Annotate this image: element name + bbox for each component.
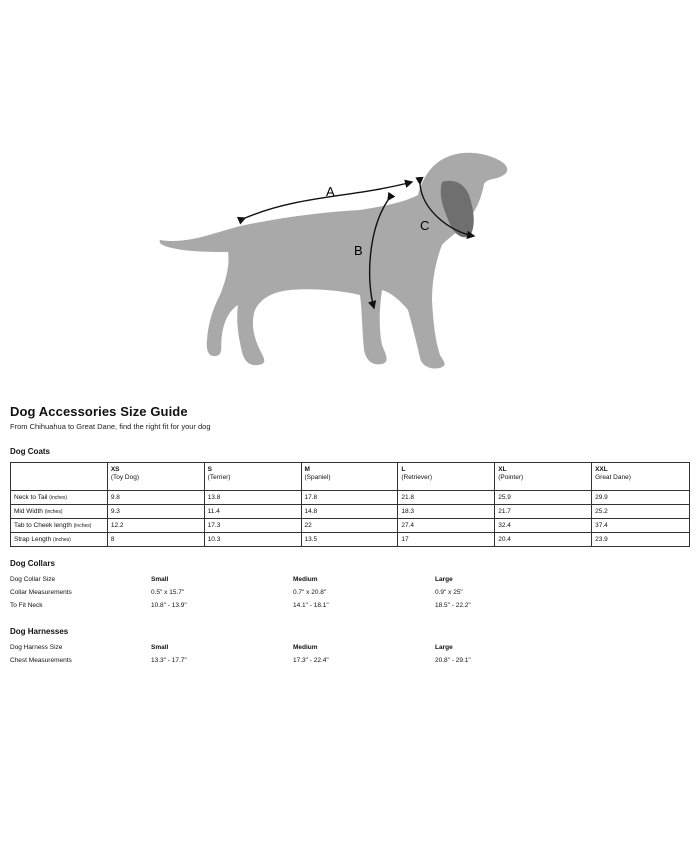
- table-cell: 12.2: [107, 519, 204, 533]
- table-cell: 10.3: [204, 533, 301, 547]
- label-a: A: [326, 184, 335, 199]
- collar-size-label: Dog Collar Size: [10, 576, 56, 583]
- collar-size-medium: Medium: [293, 576, 318, 583]
- table-cell: 27.4: [398, 519, 495, 533]
- table-header-row: [11, 463, 690, 491]
- harness-size-medium: Medium: [293, 644, 318, 651]
- table-header-empty: [11, 463, 108, 491]
- table-cell: 18.3: [398, 505, 495, 519]
- harness-size-label: Dog Harness Size: [10, 644, 63, 651]
- collar-size-small: Small: [151, 576, 169, 583]
- collar-measurements-label: Collar Measurements: [10, 589, 72, 596]
- dog-measurement-figure: [150, 140, 530, 380]
- row-label: Tab to Cheek length (inches): [11, 519, 108, 533]
- collar-measurement-medium: 0.7" x 20.8": [293, 589, 327, 596]
- label-b: B: [354, 243, 363, 258]
- size-header: XS (Toy Dog): [107, 463, 204, 491]
- fit-neck-medium: 14.1" - 18.1": [293, 602, 329, 609]
- collar-size-large: Large: [435, 576, 453, 583]
- table-cell: 21.8: [398, 491, 495, 505]
- table-cell: 29.9: [592, 491, 690, 505]
- size-header: XXL Great Dane): [592, 463, 690, 491]
- page-title: Dog Accessories Size Guide: [10, 404, 188, 419]
- collar-measurement-small: 0.5" x 15.7": [151, 589, 185, 596]
- harness-size-large: Large: [435, 644, 453, 651]
- size-header: XL (Pointer): [495, 463, 592, 491]
- table-cell: 17.3: [204, 519, 301, 533]
- table-row: [11, 533, 690, 547]
- chest-measurement-medium: 17.3" - 22.4": [293, 657, 329, 664]
- table-cell: 21.7: [495, 505, 592, 519]
- table-cell: 23.9: [592, 533, 690, 547]
- row-label: Neck to Tail (inches): [11, 491, 108, 505]
- table-cell: 9.3: [107, 505, 204, 519]
- table-cell: 13.8: [204, 491, 301, 505]
- table-cell: 8: [107, 533, 204, 547]
- table-cell: 17: [398, 533, 495, 547]
- row-label: Mid Width (inches): [11, 505, 108, 519]
- size-header: L (Retriever): [398, 463, 495, 491]
- size-header: S (Terrier): [204, 463, 301, 491]
- size-header: M (Spaniel): [301, 463, 398, 491]
- table-cell: 11.4: [204, 505, 301, 519]
- table-cell: 13.5: [301, 533, 398, 547]
- coats-section-title: Dog Coats: [10, 447, 50, 456]
- table-cell: 25.9: [495, 491, 592, 505]
- collar-measurement-large: 0.9" x 25": [435, 589, 463, 596]
- collars-section-title: Dog Collars: [10, 559, 55, 568]
- dog-illustration: [150, 140, 530, 380]
- chest-measurement-small: 13.3" - 17.7": [151, 657, 187, 664]
- fit-neck-large: 18.5" - 22.2": [435, 602, 471, 609]
- table-row: [11, 505, 690, 519]
- page-subtitle: From Chihuahua to Great Dane, find the right fit for your dog: [10, 422, 211, 431]
- table-row: [11, 519, 690, 533]
- label-c: C: [420, 218, 430, 233]
- row-label: Strap Length (inches): [11, 533, 108, 547]
- table-cell: 17.8: [301, 491, 398, 505]
- chest-measurements-label: Chest Measurements: [10, 657, 72, 664]
- fit-neck-small: 10.8" - 13.9": [151, 602, 187, 609]
- coats-size-table: [10, 462, 690, 547]
- table-cell: 32.4: [495, 519, 592, 533]
- table-row: [11, 491, 690, 505]
- chest-measurement-large: 20.8" - 29.1": [435, 657, 471, 664]
- harnesses-section-title: Dog Harnesses: [10, 627, 69, 636]
- table-cell: 9.8: [107, 491, 204, 505]
- table-cell: 22: [301, 519, 398, 533]
- harness-size-small: Small: [151, 644, 169, 651]
- table-cell: 20.4: [495, 533, 592, 547]
- table-cell: 25.2: [592, 505, 690, 519]
- fit-neck-label: To Fit Neck: [10, 602, 43, 609]
- table-cell: 14.8: [301, 505, 398, 519]
- table-cell: 37.4: [592, 519, 690, 533]
